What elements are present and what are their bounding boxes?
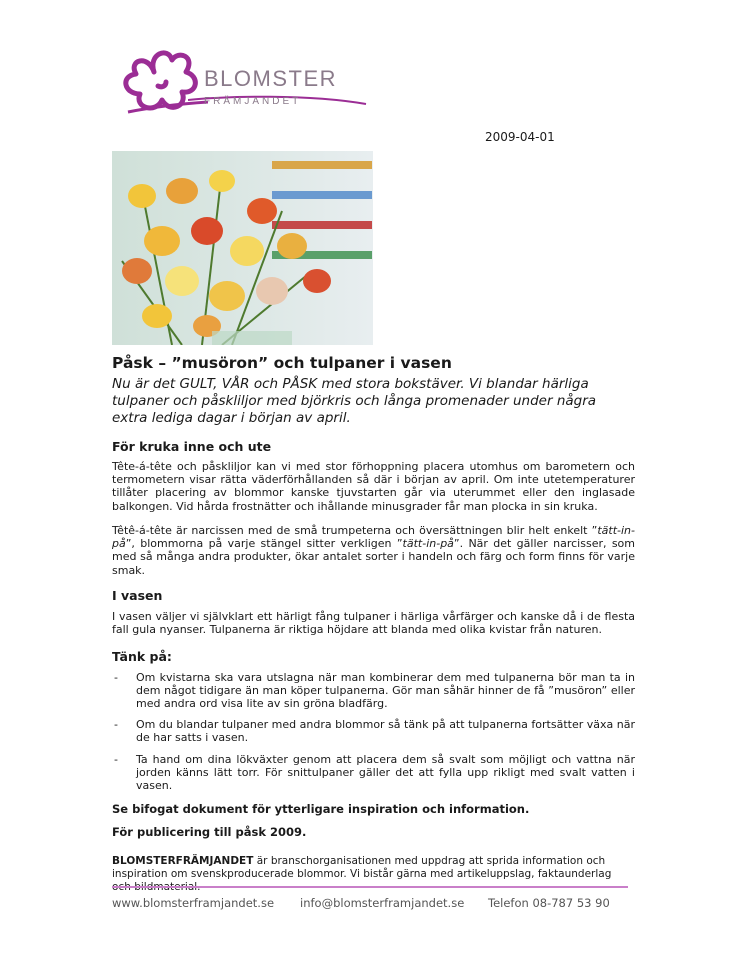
- list-item: [112, 671, 635, 711]
- bullet-text: Om du blandar tulpaner med andra blommor så tänk på att tulpanerna fortsätter växa när de har satts i vasen.: [136, 718, 635, 745]
- page-title: Påsk – ”musöron” och tulpaner i vasen: [112, 354, 452, 372]
- logo-subtitle: FRÄMJANDET: [204, 96, 302, 107]
- document-date: 2009-04-01: [485, 130, 555, 144]
- tulip-bouquet-photo: [112, 151, 373, 345]
- list-item: [112, 753, 635, 793]
- email-link[interactable]: info@blomsterframjandet.se: [300, 896, 465, 910]
- footer-divider: [112, 886, 628, 888]
- kruka-paragraph-1: Tête-á-tête och påskliljor kan vi med stor förhoppning placera utomhus om barometern och termometern visar rätta väderförhållanden så där i början av april. Om inte utetemperaturer tillåter placering av blommor kanske tjuvstarten går via uterummet eller den inglasade balkongen. Vid hårda frostnätter och ihållande minusgrader får man plocka in sin kruka.: [112, 460, 635, 513]
- bullet-text: Ta hand om dina lökväxter genom att placera dem så svalt som möjligt och vattna när jorden känns lätt torr. För snittulpaner gäller det att fylla upp rikligt med svalt vatten i vasen.: [136, 753, 635, 793]
- vasen-paragraph: I vasen väljer vi självklart ett härligt fång tulpaner i härliga vårfärger och kanske då i de flesta fall gula nyanser. Tulpanerna är riktiga höjdare att blanda med olika kvistar från naturen.: [112, 610, 635, 637]
- kruka-paragraph-2: Têtê-á-tête är narcissen med de små trumpeterna och översättningen blir helt enkelt ”tätt-in-på”, blommorna på varje stängel sitter verkligen ”tätt-in-på”. När det gäller narcisser, som med så många andra produkter, ökar antalet sorter i handeln och färg och form finns för varje smak.: [112, 524, 635, 577]
- bullet-text: Om kvistarna ska vara utslagna när man kombinerar dem med tulpanerna bör man ta in dem något tidigare än man köper tulpanerna. Gör man såhär hinner de få ”musöron” eller med andra ord visa lite av sin gröna bladfärg.: [136, 671, 635, 711]
- organisation-name: BLOMSTERFRÄMJANDET: [112, 855, 254, 867]
- phone-number: Telefon 08-787 53 90: [488, 896, 610, 910]
- blomsterframjandet-logo: [108, 42, 368, 128]
- section-heading-vasen: I vasen: [112, 588, 163, 603]
- logo-wordmark: BLOMSTER: [204, 66, 338, 91]
- lead-paragraph: Nu är det GULT, VÅR och PÅSK med stora bokstäver. Vi blandar härliga tulpaner och påskliljor med björkris och långa promenader under några extra lediga dagar i början av april.: [112, 376, 597, 426]
- bullet-dash: -: [114, 753, 118, 766]
- website-link[interactable]: www.blomsterframjandet.se: [112, 896, 275, 910]
- section-heading-kruka: För kruka inne och ute: [112, 439, 272, 454]
- list-item: [112, 718, 635, 744]
- publication-note: För publicering till påsk 2009.: [112, 825, 307, 839]
- section-heading-tank: Tänk på:: [112, 649, 172, 664]
- bullet-dash: -: [114, 718, 118, 731]
- organisation-description: BLOMSTERFRÄMJANDET är branschorganisationen med uppdrag att sprida information och inspiration om svenskproducerade blommor. Vi bistår gärna med artikeluppslag, faktaunderlag: [112, 855, 612, 880]
- attachment-note: Se bifogat dokument för ytterligare inspiration och information.: [112, 802, 530, 816]
- flower-logo-icon: [108, 42, 208, 128]
- bullet-dash: -: [114, 671, 118, 684]
